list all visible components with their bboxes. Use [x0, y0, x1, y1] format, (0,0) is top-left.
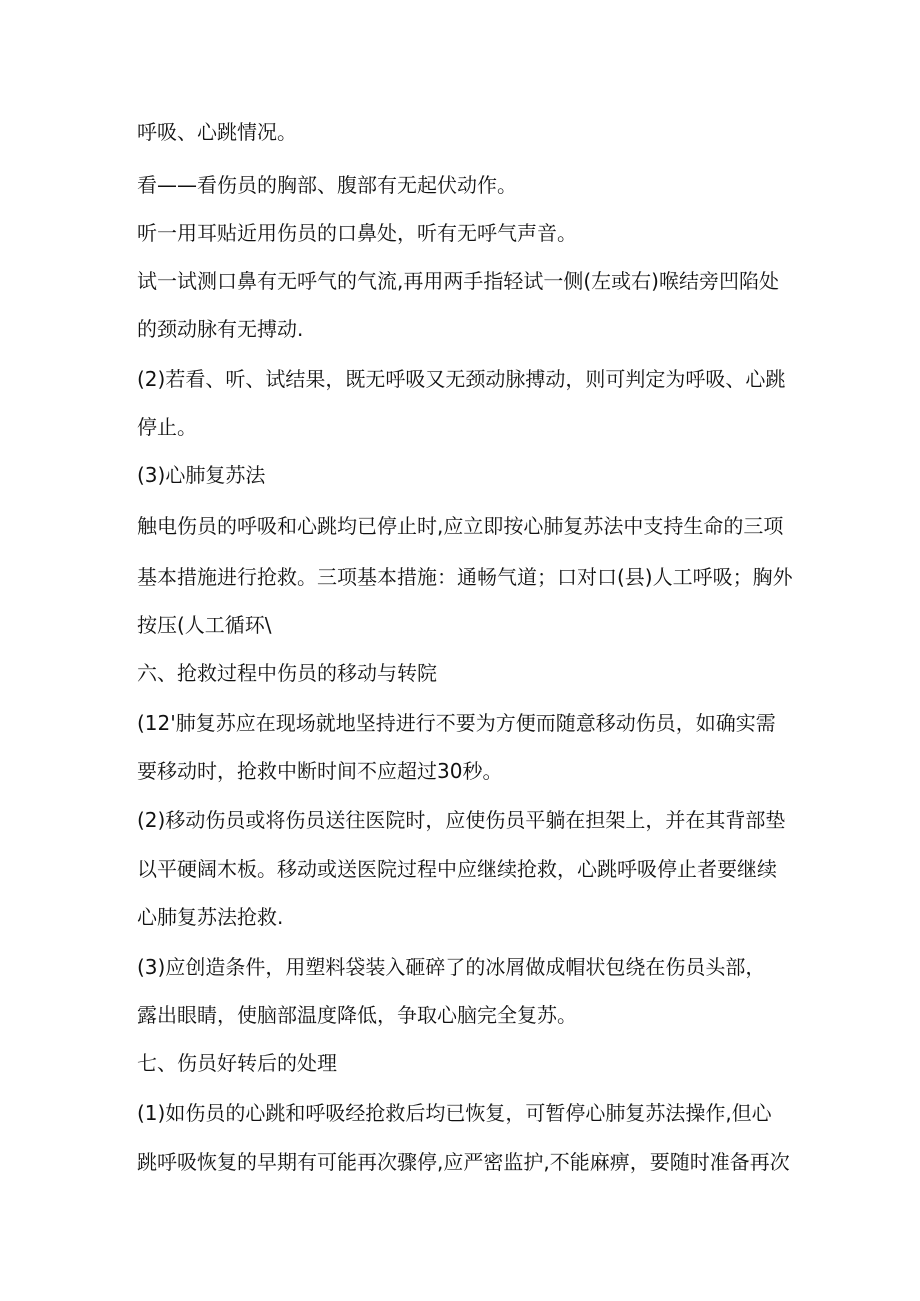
- text-line: 按压(人工循环\: [137, 613, 272, 637]
- text-line: (2)若看、听、试结果，既无呼吸又无颈动脉搏动，则可判定为呼吸、心跳: [137, 367, 786, 391]
- text-line: (3)应创造条件，用塑料袋装入砸碎了的冰屑做成帽状包绕在伤员头部，: [137, 955, 766, 979]
- text-line: 露出眼睛，使脑部温度降低，争取心脑完全复苏。: [137, 1003, 577, 1027]
- text-line: 试一试测口鼻有无呼气的气流,再用两手指轻试一侧(左或右)喉结旁凹陷处: [137, 269, 779, 293]
- text-line: (12'肺复苏应在现场就地坚持进行不要为方便而随意移动伤员，如确实需: [137, 711, 776, 735]
- section-heading: 六、抢救过程中伤员的移动与转院: [137, 661, 437, 685]
- text-line: 停止。: [137, 415, 197, 439]
- text-line: (1)如伤员的心跳和呼吸经抢救后均已恢复，可暂停心肺复苏法操作,但心: [137, 1101, 772, 1125]
- text-line: (2)移动伤员或将伤员送往医院时，应使伤员平躺在担架上，并在其背部垫: [137, 808, 786, 832]
- text-line: 基本措施进行抢救。三项基本措施：通畅气道；口对口(县)人工呼吸；胸外: [137, 565, 793, 589]
- text-line: 听一用耳贴近用伤员的口鼻处，听有无呼气声音。: [137, 221, 577, 245]
- text-line: 要移动时，抢救中断时间不应超过30秒。: [137, 759, 503, 783]
- text-line: 呼吸、心跳情况。: [137, 120, 297, 144]
- text-line: 跳呼吸恢复的早期有可能再次骤停,应严密监护,不能麻痹，要随时准备再次: [137, 1150, 790, 1174]
- text-line: 触电伤员的呼吸和心跳均已停止时,应立即按心肺复苏法中支持生命的三项: [137, 514, 784, 538]
- section-heading: 七、伤员好转后的处理: [137, 1051, 337, 1075]
- text-line: (3)心肺复苏法: [137, 463, 266, 487]
- text-line: 的颈动脉有无搏动.: [137, 317, 304, 341]
- text-line: 看——看伤员的胸部、腹部有无起伏动作。: [137, 173, 517, 197]
- text-line: 以平硬阔木板。移动或送医院过程中应继续抢救，心跳呼吸停止者要继续: [137, 857, 777, 881]
- text-line: 心肺复苏法抢救.: [137, 905, 284, 929]
